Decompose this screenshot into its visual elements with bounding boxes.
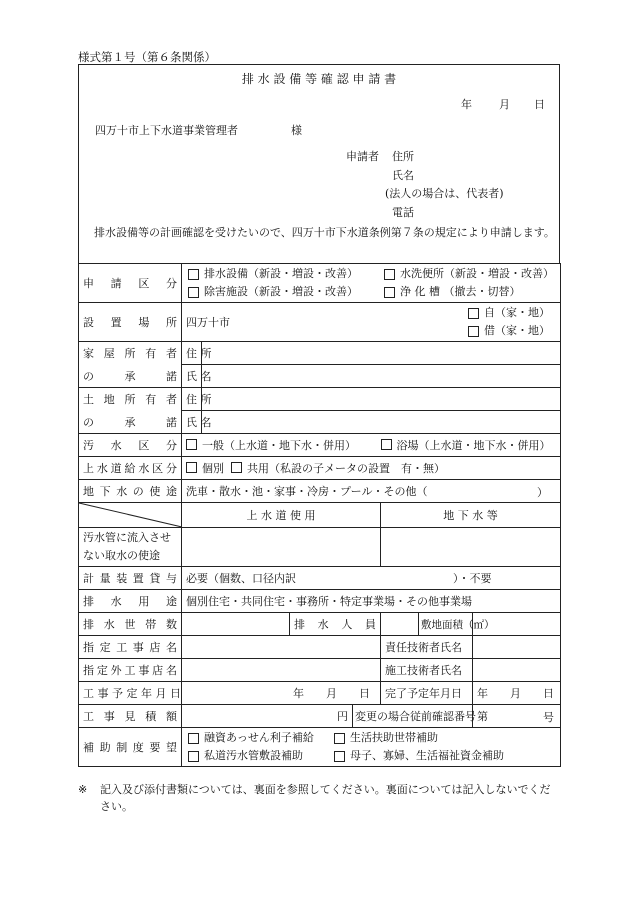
jinin-label: 排 水 人 員 [290, 613, 381, 636]
chika-close: ） [537, 486, 548, 499]
hojo-label: 補 助 制 度 要 望 [79, 728, 182, 767]
applicant-label: 申請者 [346, 150, 379, 163]
shinsei-opt1-label: 排水設備（新設・増設・改善） [204, 267, 358, 280]
josui-opt2-label: 共用（私設の子メータの設置 有・無） [247, 462, 445, 475]
shinsei-opt2-checkbox[interactable] [384, 269, 395, 280]
kaoku-label2: の 承 諾 [79, 365, 182, 388]
row-setchi [79, 303, 561, 342]
setai-label: 排 水 世 帯 数 [79, 613, 182, 636]
chika-value[interactable]: 洗車・散水・池・家事・冷房・プール・その他（ [186, 485, 428, 498]
shitei-gijutsu-field[interactable] [473, 636, 561, 659]
hojo-opt3-checkbox[interactable] [188, 751, 199, 762]
shiteigai-field[interactable] [182, 659, 381, 682]
kanryo-date[interactable]: 年 月 日 [473, 682, 561, 705]
hojo-opt1-label: 融資あっせん利子補給 [204, 731, 314, 744]
kanryo-label: 完了予定年月日 [381, 682, 473, 705]
josui-label: 上水道給水区分 [79, 457, 182, 480]
row-hojo [79, 728, 561, 767]
use-header-water: 上 水 道 使 用 [182, 503, 381, 528]
josui-opt2-checkbox[interactable] [231, 462, 242, 473]
mitsumori-label: 工 事 見 積 額 [79, 705, 182, 728]
applicant-name-label: 氏名 [392, 169, 414, 182]
menseki-label: 敷地面積（㎡） [419, 613, 473, 636]
row-yotei [79, 682, 561, 705]
row-kaoku-name [79, 365, 561, 388]
row-ryunyu [79, 528, 561, 567]
diagonal-cell [79, 503, 182, 528]
setchi-own-label: 自（家・地） [484, 306, 550, 319]
josui-opt1-checkbox[interactable] [186, 462, 197, 473]
row-osui [79, 434, 561, 457]
row-use-header [79, 503, 561, 528]
ryunyu-water-field[interactable] [182, 528, 381, 567]
setai-field[interactable] [182, 613, 290, 636]
setchi-own-checkbox[interactable] [468, 308, 479, 319]
henko-go: 号 [543, 711, 554, 724]
shinsei-opt4-checkbox[interactable] [384, 287, 395, 298]
yotei-date[interactable]: 年 月 日 [182, 682, 381, 705]
haisui-label: 排 水 用 途 [79, 590, 182, 613]
row-mitsumori [79, 705, 561, 728]
kaoku-address-field[interactable] [202, 342, 561, 365]
shinsei-opt3-checkbox[interactable] [188, 287, 199, 298]
footnote-text: 記入及び添付書類については、裏面を参照してください。裏面については記入しないでください。 [100, 783, 551, 813]
osui-opt1-label: 一般（上水道・地下水・併用） [202, 439, 356, 452]
row-haisui [79, 590, 561, 613]
henko-label: 変更の場合従前確認番号 [353, 705, 473, 728]
kaoku-label1: 家 屋 所 有 者 [79, 342, 182, 365]
henko-dai: 第 [477, 710, 488, 723]
osui-label: 汚 水 区 分 [79, 434, 182, 457]
row-shiteigai [79, 659, 561, 682]
row-shinsei [79, 264, 561, 303]
shitei-field[interactable] [182, 636, 381, 659]
setchi-borrow-checkbox[interactable] [468, 326, 479, 337]
hojo-opt2-label: 生活扶助世帯補助 [350, 731, 438, 744]
row-josui [79, 457, 561, 480]
osui-opt2-checkbox[interactable] [381, 439, 392, 450]
applicant-corp-note: (法人の場合は、代表者) [385, 187, 504, 200]
haisui-value[interactable]: 個別住宅・共同住宅・事務所・特定事業場・その他事業場 [182, 590, 561, 613]
tochi-address-field[interactable] [202, 388, 561, 411]
hojo-opt4-checkbox[interactable] [334, 751, 345, 762]
shinsei-opt2-label: 水洗便所（新設・増設・改善） [400, 267, 554, 280]
addressee: 四万十市上下水道事業管理者 [95, 124, 238, 137]
keiryo-value[interactable]: 必要（個数、口径内訳 [186, 572, 296, 585]
hojo-opt3-label: 私道汚水管敷設補助 [204, 749, 303, 762]
shiteigai-label: 指定外工事店名 [79, 659, 182, 682]
keiryo-label: 計 量 装 置 貸 与 [79, 567, 182, 590]
tochi-label2: の 承 諾 [79, 411, 182, 434]
footnote-mark: ※ [78, 783, 88, 796]
applicant-phone-label: 電話 [392, 206, 414, 219]
ryunyu-ground-field[interactable] [381, 528, 561, 567]
jinin-field[interactable] [381, 613, 419, 636]
hojo-opt1-checkbox[interactable] [188, 733, 199, 744]
shitei-gijutsu-label: 責任技術者氏名 [381, 636, 473, 659]
date-year: 年 [461, 98, 472, 111]
form-title: 排 水 設 備 等 確 認 申 請 書 [241, 72, 397, 86]
row-shitei [79, 636, 561, 659]
row-tochi-name [79, 411, 561, 434]
diagonal-line [79, 503, 182, 527]
date-day: 日 [534, 98, 545, 111]
kaoku-name-field[interactable] [202, 365, 561, 388]
row-keiryo [79, 567, 561, 590]
kaoku-name-label: 氏 名 [182, 365, 202, 388]
setchi-value[interactable]: 四万十市 [186, 316, 230, 329]
header-box [78, 64, 560, 263]
honorific: 様 [291, 124, 302, 137]
josui-opt1-label: 個別 [202, 462, 224, 475]
shinsei-opt4-label: 浄 化 槽 （撤去・切替） [400, 285, 521, 298]
row-kaoku-address [79, 342, 561, 365]
tochi-name-label: 氏 名 [182, 411, 202, 434]
osui-opt1-checkbox[interactable] [186, 439, 197, 450]
hojo-opt2-checkbox[interactable] [334, 733, 345, 744]
kaoku-address-label: 住 所 [182, 342, 202, 365]
shinsei-opt3-label: 除害施設（新設・増設・改善） [204, 285, 358, 298]
chika-label: 地 下 水 の 使 途 [79, 480, 182, 503]
mitsumori-yen[interactable]: 円 [182, 705, 353, 728]
footnote [78, 781, 560, 815]
form-number: 様式第１号（第６条関係） [78, 50, 216, 64]
osui-opt2-label: 浴場（上水道・地下水・併用） [396, 439, 551, 452]
shiteigai-gijutsu-label: 施工技術者氏名 [381, 659, 473, 682]
tochi-address-label: 住 所 [182, 388, 202, 411]
ryunyu-label2: ない取水の使途 [83, 549, 160, 562]
date-month: 月 [499, 98, 510, 111]
tochi-name-field[interactable] [202, 411, 561, 434]
row-tochi-address [79, 388, 561, 411]
row-setai [79, 613, 561, 636]
shitei-label: 指 定 工 事 店 名 [79, 636, 182, 659]
use-header-ground: 地 下 水 等 [381, 503, 561, 528]
setchi-borrow-label: 借（家・地） [484, 324, 550, 337]
yotei-label: 工 事 予 定 年 月 日 [79, 682, 182, 705]
application-table [78, 263, 561, 767]
keiryo-tail: ）・不要 [453, 572, 492, 585]
tochi-label1: 土 地 所 有 者 [79, 388, 182, 411]
row-chika [79, 480, 561, 503]
shinsei-label: 申 請 区 分 [79, 264, 182, 303]
applicant-address-label: 住所 [392, 150, 414, 163]
statement: 排水設備等の計画確認を受けたいので、四万十市下水道条例第７条の規定により申請します。 [94, 226, 555, 239]
shinsei-opt1-checkbox[interactable] [188, 269, 199, 280]
setchi-label: 設 置 場 所 [79, 303, 182, 342]
hojo-opt4-label: 母子、寡婦、生活福祉資金補助 [350, 749, 504, 762]
shiteigai-gijutsu-field[interactable] [473, 659, 561, 682]
ryunyu-label1: 汚水管に流入させ [83, 531, 171, 544]
